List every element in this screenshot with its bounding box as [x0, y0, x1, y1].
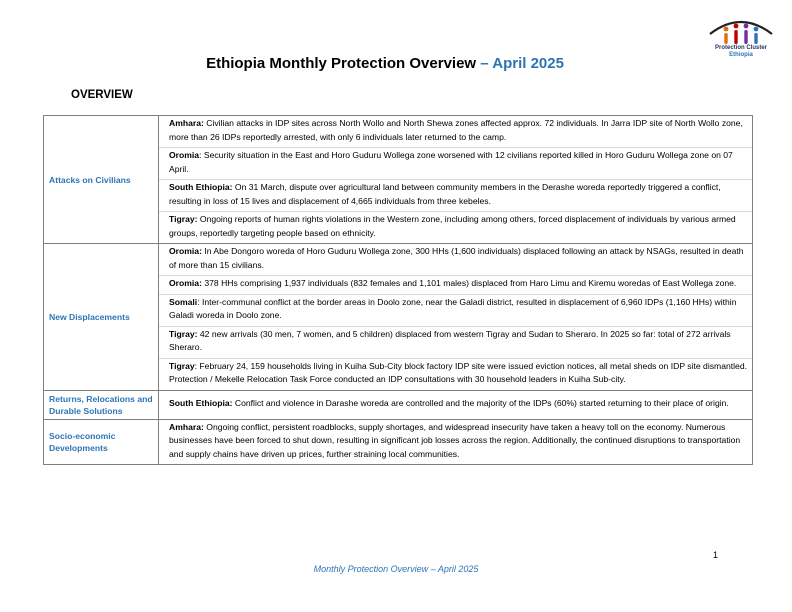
- entry-text: 42 new arrivals (30 men, 7 women, and 5 children) displaced from western Tigray and Sudan to Sheraro. In 2025 so far: total of 272 arrivals Sheraro.: [169, 328, 731, 352]
- region-entry: [159, 396, 752, 414]
- page-footer: Monthly Protection Overview – April 2025: [313, 564, 479, 574]
- table-row: [44, 116, 753, 244]
- table-row: [44, 390, 753, 419]
- region-label: Tigray:: [169, 214, 198, 224]
- overview-table: [43, 115, 753, 465]
- region-entry: [159, 276, 752, 295]
- page-number: 1: [713, 550, 719, 560]
- logo-arc: [710, 22, 772, 34]
- content-cell: [159, 419, 753, 465]
- region-label: Amhara:: [169, 118, 204, 128]
- region-label: Somali: [169, 296, 198, 307]
- table-row: [44, 419, 753, 465]
- region-label: South Ethiopia:: [169, 397, 233, 408]
- content-cell: [159, 244, 753, 391]
- entry-text: Civilian attacks in IDP sites across North Wollo and North Shewa zones affected approx. 72 individuals. In Jarra IDP site of North Wollo zone, more than 26 IDPs reportedly arrested, with only 6 individuals later returned to the camp.: [169, 118, 743, 142]
- region-entry: [159, 244, 752, 276]
- region-entry: [159, 359, 752, 390]
- region-label: Tigray: [169, 360, 195, 371]
- logo-people-icon: [724, 24, 759, 44]
- content-cell: [159, 390, 753, 419]
- entry-text: : February 24, 159 households living in Kuiha Sub-City block factory IDP site were issued eviction notices, all metal sheds on IDP site dismantled. Protection / Mekelle Relocation Task Force conducted an IDP consultations with 30 household leaders in Kuiha Sub-city.: [169, 360, 747, 384]
- entry-text: : Inter-communal conflict at the border areas in Doolo zone, near the Galadi district, resulted in displacement of 6,960 IDPs (1,160 HHs) within Galadi woreda in Doolo zone.: [169, 296, 737, 320]
- region-entry: [159, 327, 752, 359]
- entry-text: Ongoing conflict, persistent roadblocks, supply shortages, and widespread insecurity have taken a heavy toll on the economy. Numerous businesses have been forced to shut down, resulting in significant job losses across the region. Additionally, the continued disruptions to transportation and supply chains have driven up prices, further straining local communities.: [169, 421, 741, 459]
- section-heading: OVERVIEW: [71, 89, 133, 101]
- entry-text: Ongoing reports of human rights violations in the Western zone, including among others, forced displacement of individuals by various armed groups, reportedly targeting people based on ethnicity.: [169, 214, 736, 238]
- region-label: South Ethiopia:: [169, 182, 233, 192]
- region-entry: [159, 148, 752, 180]
- region-label: Tigray:: [169, 328, 198, 339]
- page-title: [0, 55, 770, 72]
- table-row: [44, 244, 753, 391]
- region-entry: [159, 212, 752, 243]
- region-entry: [159, 116, 752, 148]
- region-label: Amhara:: [169, 421, 204, 432]
- region-label: Oromia:: [169, 278, 202, 288]
- overview-table-body: [44, 116, 753, 465]
- region-label: Oromia: [169, 150, 200, 160]
- title-main: Ethiopia Monthly Protection Overview: [206, 55, 477, 72]
- region-entry: [159, 420, 752, 465]
- entry-text: Conflict and violence in Darashe woreda are controlled and the majority of the IDPs (60%) started returning to their place of origin.: [232, 397, 729, 408]
- entry-text: : Security situation in the East and Horo Guduru Wollega zone worsened with 12 civilians reported killed in Horo Guduru Wollega zone on 07 April.: [169, 150, 733, 174]
- category-cell: New Displacements: [44, 244, 159, 391]
- logo-line-2: Ethiopia: [729, 52, 753, 58]
- content-cell: [159, 116, 753, 244]
- category-cell: Socio-economic Developments: [44, 419, 159, 465]
- title-accent: – April 2025: [476, 55, 564, 72]
- entry-text: On 31 March, dispute over agricultural land between community members in the Derashe woreda reportedly triggered a conflict, resulting in loss of 15 lives and displacement of 4,665 individuals from three kebeles.: [169, 182, 721, 206]
- category-cell: Returns, Relocations and Durable Solutions: [44, 390, 159, 419]
- region-label: Oromia:: [169, 246, 202, 256]
- category-cell: Attacks on Civilians: [44, 116, 159, 244]
- entry-text: 378 HHs comprising 1,937 individuals (832 females and 1,101 males) displaced from Haro Limu and Kiremu woredas of East Wollega zone.: [201, 278, 737, 288]
- entry-text: In Abe Dongoro woreda of Horo Guduru Wollega zone, 300 HHs (1,600 individuals) displaced following an attack by NSAGs, resulted in death of more than 15 civilians.: [169, 246, 744, 270]
- logo-line-1: Protection Cluster: [714, 45, 767, 51]
- region-entry: [159, 180, 752, 212]
- region-entry: [159, 295, 752, 327]
